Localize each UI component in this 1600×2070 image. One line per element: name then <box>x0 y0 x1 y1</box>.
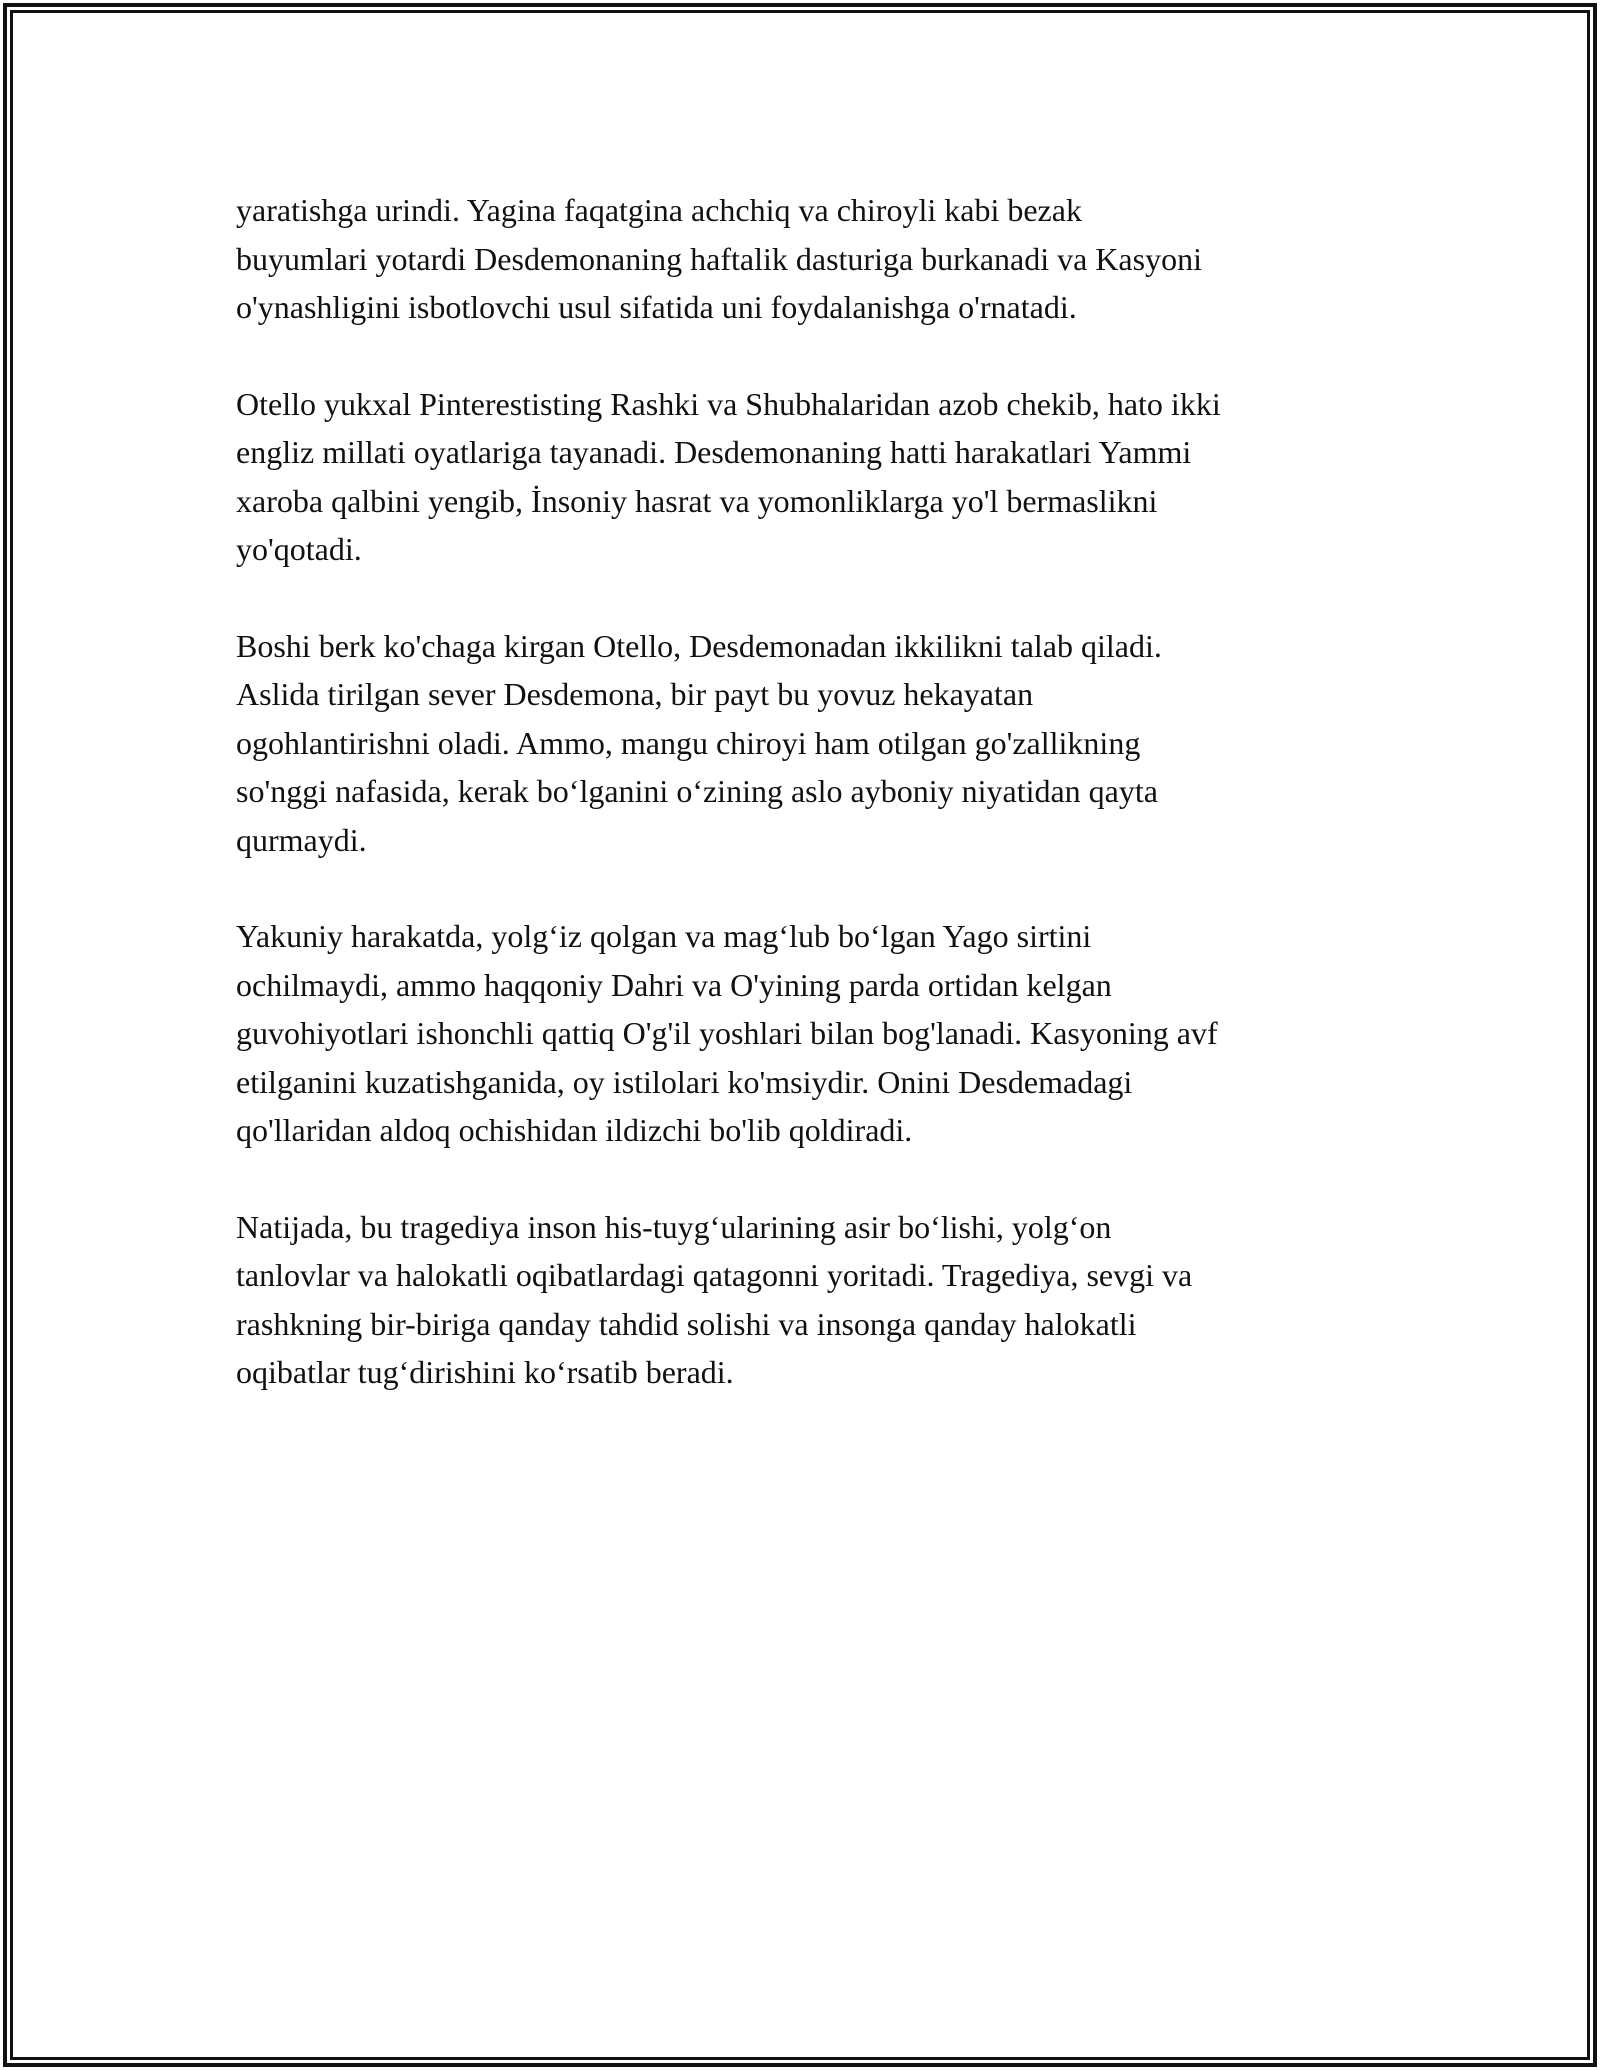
text-line: xaroba qalbini yengib, İnsoniy hasrat va yomonliklarga yo'l bermaslikni <box>236 482 1158 519</box>
text-line: Boshi berk ko'chaga kirgan Otello, Desdemonadan ikkilikni talab qiladi. <box>236 627 1162 664</box>
text-line: so'nggi nafasida, kerak bo‘lganini o‘zining aslo ayboniy niyatidan qayta <box>236 773 1158 809</box>
text-line: Natijada, bu tragediya inson his-tuyg‘ularining asir bo‘lishi, yolg‘on <box>236 1208 1112 1245</box>
document-body <box>236 186 1376 1445</box>
text-line: qo'llaridan aldoq ochishidan ildizchi bo'lib qoldiradi. <box>236 1112 913 1148</box>
text-line: oqibatlar tug‘dirishini ko‘rsatib beradi. <box>236 1354 734 1390</box>
text-line: yaratishga urindi. Yagina faqatgina achchiq va chiroyli kabi bezak <box>236 192 1082 228</box>
paragraph-3 <box>236 622 1376 865</box>
paragraph-2 <box>236 380 1376 574</box>
text-line: etilganini kuzatishganida, oy istilolari ko'msiydir. Onini Desdemadagi <box>236 1063 1133 1100</box>
paragraph-5 <box>236 1203 1376 1397</box>
text-line: engliz millati oyatlariga tayanadi. Desdemonaning hatti harakatlari Yammi <box>236 434 1192 470</box>
text-line: ogohlantirishni oladi. Ammo, mangu chiroyi ham otilgan go'zallikning <box>236 724 1141 761</box>
text-line: tanlovlar va halokatli oqibatlardagi qatagonni yoritadi. Tragediya, sevgi va <box>236 1257 1193 1293</box>
text-line: Otello yukxal Pinterestisting Rashki va Shubhalaridan azob chekib, hato ikki <box>236 385 1221 422</box>
text-line: Aslida tirilgan sever Desdemona, bir payt bu yovuz hekayatan <box>236 676 1034 712</box>
text-line: qurmaydi. <box>236 821 367 858</box>
text-line: rashkning bir-biriga qanday tahdid solishi va insonga qanday halokatli <box>236 1305 1137 1342</box>
text-line: guvohiyotlari ishonchli qattiq O'g'il yoshlari bilan bog'lanadi. Kasyoning avf <box>236 1015 1218 1051</box>
text-line: buyumlari yotardi Desdemonaning haftalik dasturiga burkanadi va Kasyoni <box>236 240 1202 277</box>
text-line: Yakuniy harakatda, yolg‘iz qolgan va mag‘lub bo‘lgan Yago sirtini <box>236 918 1092 954</box>
text-line: yo'qotadi. <box>236 531 362 567</box>
paragraph-1 <box>236 186 1376 332</box>
paragraph-4 <box>236 912 1376 1155</box>
text-line: ochilmaydi, ammo haqqoniy Dahri va O'yining parda ortidan kelgan <box>236 966 1112 1003</box>
text-line: o'ynashligini isbotlovchi usul sifatida uni foydalanishga o'rnatadi. <box>236 289 1077 325</box>
